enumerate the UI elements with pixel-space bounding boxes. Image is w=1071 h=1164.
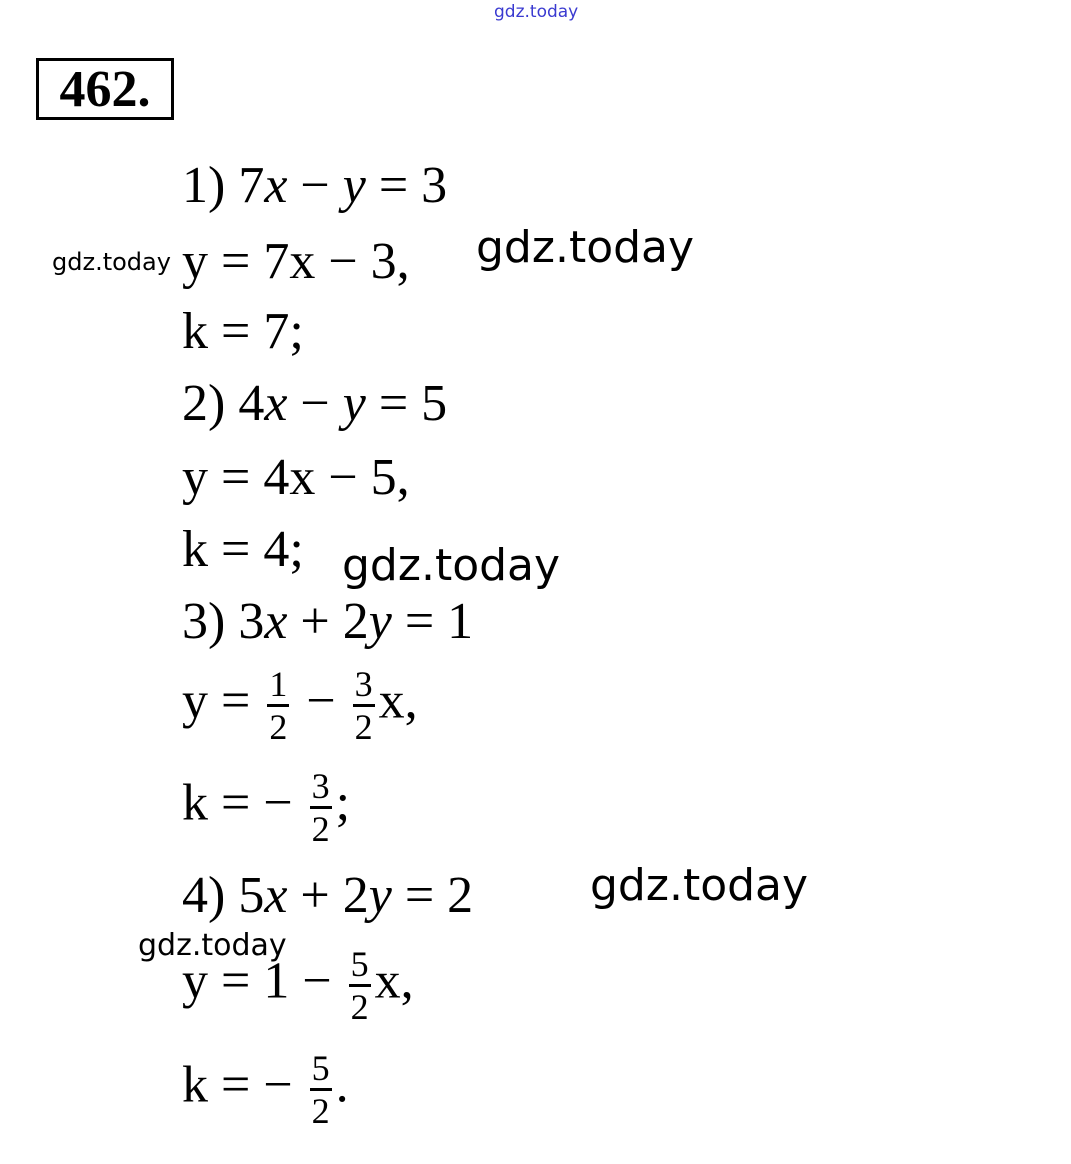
part-2-solved-y: y = 4x − 5, (182, 449, 410, 506)
watermark-left-2: gdz.today (138, 928, 287, 963)
watermark-right-2: gdz.today (590, 860, 809, 911)
part-2-slope: k = 4; (182, 521, 304, 578)
watermark-middle: gdz.today (342, 540, 561, 591)
part-3-slope: k = − $\frac{3}{2}$ ; (182, 766, 351, 849)
part-1-equation: 1) 7x − y = 3 (182, 157, 448, 214)
part-1-slope: k = 7; (182, 303, 304, 360)
watermark-left-1: gdz.today (52, 248, 171, 276)
part-4-slope: k = − $\frac{5}{2}$ . (182, 1048, 349, 1131)
fraction: $\frac{5}{2}$ (311, 1048, 330, 1131)
part-4-solved-y: y = 1 − $\frac{5}{2}$ x, (182, 944, 414, 1027)
watermark-right-1: gdz.today (476, 222, 695, 273)
part-2-equation: 2) 4x − y = 5 (182, 375, 448, 432)
fraction: $\frac{1}{2}$ (269, 664, 288, 747)
part-3-equation: 3) 3x + 2y = 1 (182, 593, 474, 650)
watermark-top: gdz.today (494, 2, 579, 22)
part-4-equation: 4) 5x + 2y = 2 (182, 867, 474, 924)
part-3-solved-y: y = $\frac{1}{2}$ − $\frac{3}{2}$ x, (182, 664, 418, 747)
fraction: $\frac{5}{2}$ (350, 944, 369, 1027)
fraction: $\frac{3}{2}$ (311, 766, 330, 849)
part-1-solved-y: y = 7x − 3, (182, 233, 410, 290)
problem-number: 462. (36, 58, 174, 120)
fraction: $\frac{3}{2}$ (354, 664, 373, 747)
